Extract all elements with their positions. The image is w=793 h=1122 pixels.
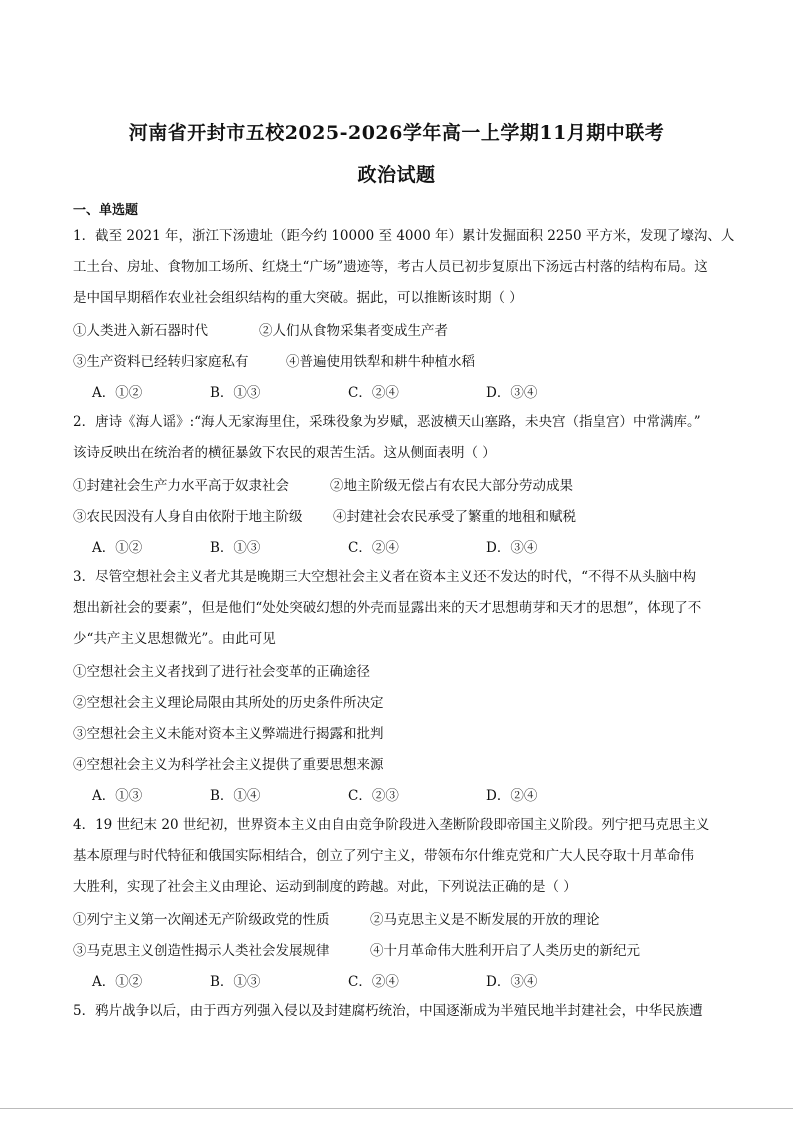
question-2-option-a: A．①② [92, 540, 143, 556]
section-heading: 一、单选题 [73, 203, 139, 218]
question-3-item: ③空想社会主义未能对资本主义弊端进行揭露和批判 [73, 726, 384, 742]
question-3-option-b: B．①④ [210, 788, 261, 804]
question-4-text: 4．19 世纪末 20 世纪初，世界资本主义由自由竞争阶段进入垄断阶段即帝国主义阶段。列宁把马克思主义 [73, 817, 710, 833]
question-1-item: ③生产资料已经转归家庭私有 [73, 354, 249, 370]
question-4-item: ③马克思主义创造性揭示人类社会发展规律 [73, 943, 330, 959]
question-3-item: ②空想社会主义理论局限由其所处的历史条件所决定 [73, 695, 384, 711]
question-3-text: 少“共产主义思想微光”。由此可见 [73, 631, 276, 647]
question-1-item: ①人类进入新石器时代 [73, 323, 208, 339]
question-4-item: ②马克思主义是不断发展的开放的理论 [370, 912, 600, 928]
question-2-item: ②地主阶级无偿占有农民大部分劳动成果 [330, 478, 573, 494]
question-1-text: 工土台、房址、食物加工场所、红烧土“广场”遗迹等，考古人员已初步复原出下汤远古村落的结构布局。这 [73, 259, 708, 275]
question-4-option-d: D．③④ [486, 974, 538, 990]
question-4-text: 基本原理与时代特征和俄国实际相结合，创立了列宁主义，带领布尔什维克党和广大人民夺取十月革命伟 [73, 848, 694, 864]
question-1-text: 是中国早期稻作农业社会组织结构的重大突破。据此，可以推断该时期（ ） [73, 290, 523, 306]
question-2-item: ④封建社会农民承受了繁重的地租和赋税 [333, 509, 576, 525]
question-3-text: 3．尽管空想社会主义者尤其是晚期三大空想社会主义者在资本主义还不发达的时代，“不得不从头脑中构 [73, 569, 696, 585]
question-3-option-c: C．②③ [348, 788, 399, 804]
question-3-item: ④空想社会主义为科学社会主义提供了重要思想来源 [73, 757, 384, 773]
document-subtitle: 政治试题 [357, 164, 436, 186]
page-bottom-rule [0, 1108, 793, 1109]
question-1-option-b: B．①③ [210, 385, 261, 401]
question-4-item: ④十月革命伟大胜利开启了人类历史的新纪元 [370, 943, 640, 959]
question-4-option-a: A．①② [92, 974, 143, 990]
question-1-option-c: C．②④ [348, 385, 399, 401]
question-2-text: 该诗反映出在统治者的横征暴敛下农民的艰苦生活。这从侧面表明（ ） [73, 445, 496, 461]
question-2-option-b: B．①③ [210, 540, 261, 556]
question-5-text: 5．鸦片战争以后，由于西方列强入侵以及封建腐朽统治，中国逐渐成为半殖民地半封建社会，中华民族遭 [73, 1003, 703, 1019]
question-1-item: ②人们从食物采集者变成生产者 [259, 323, 448, 339]
question-2-item: ③农民因没有人身自由依附于地主阶级 [73, 509, 303, 525]
question-1-item: ④普遍使用铁犁和耕牛种植水稻 [286, 354, 475, 370]
question-4-option-c: C．②④ [348, 974, 399, 990]
question-1-text: 1．截至 2021 年，浙江下汤遗址（距今约 10000 至 4000 年）累计发掘面积 2250 平方米，发现了壕沟、人 [73, 228, 735, 244]
question-4-text: 大胜利，实现了社会主义由理论、运动到制度的跨越。对此，下列说法正确的是（ ） [73, 879, 577, 895]
question-2-text: 2．唐诗《海人谣》:“海人无家海里住，采珠役象为岁赋，恶波横天山塞路，未央宫（指皇宫）中常满库。” [73, 414, 701, 430]
question-3-option-a: A．①③ [92, 788, 143, 804]
question-2-option-d: D．③④ [486, 540, 538, 556]
question-4-item: ①列宁主义第一次阐述无产阶级政党的性质 [73, 912, 330, 928]
question-1-option-d: D．③④ [486, 385, 538, 401]
question-2-item: ①封建社会生产力水平高于奴隶社会 [73, 478, 289, 494]
question-3-option-d: D．②④ [486, 788, 538, 804]
question-3-item: ①空想社会主义者找到了进行社会变革的正确途径 [73, 664, 370, 680]
document-title: 河南省开封市五校2025-2026学年高一上学期11月期中联考 [128, 122, 665, 144]
question-4-option-b: B．①③ [210, 974, 261, 990]
question-2-option-c: C．②④ [348, 540, 399, 556]
question-3-text: 想出新社会的要素”，但是他们“处处突破幻想的外壳而显露出来的天才思想萌芽和天才的思想”，体现了不 [73, 600, 702, 616]
question-1-option-a: A．①② [92, 385, 143, 401]
